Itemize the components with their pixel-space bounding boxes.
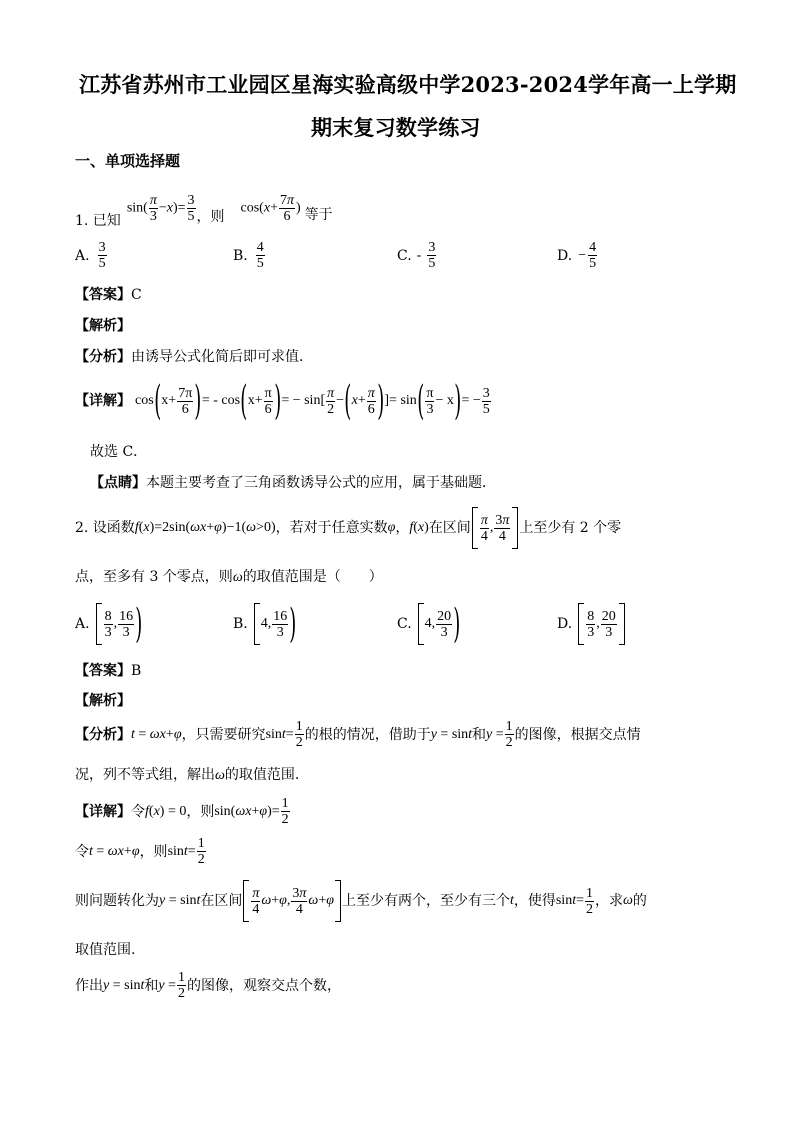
detail-ling: 令 [131,803,145,820]
answer-value: B [131,663,142,679]
document-title-line1: 江苏省苏州市工业园区星海实验高级中学2023-2024学年高一上学期 [79,72,737,97]
transform-e: ，求 [595,893,623,909]
line-ling-t: 令 [75,843,89,860]
option-letter: A. [75,616,90,632]
fenxi-text-c: 和 [472,726,487,743]
answer-label: 【答案】 [75,663,131,679]
comment-text: 本题主要考查了三角函数诱导公式的应用，属于基础题． [146,475,496,491]
option-letter: B. [233,616,248,632]
section-heading: 一、单项选择题 [75,152,181,170]
fenxi-text: 由诱导公式化简后即可求值． [131,349,313,365]
option-value: $\frac{4}{5}$ [589,240,597,271]
q1-equals: 等于 [304,207,333,223]
q2-detail-line4: 作出 y = sint 和 y = $\frac{1}{2}$ 的图像，观察交点个数， [75,970,341,1001]
detail-label: 【详解】 [75,803,131,820]
transform-b: 在区间 [200,893,243,909]
q2-detail-line3: 则问题转化为 y = sint 在区间 $\frac{\pi}{4}$ ω +φ, $\frac{3\pi}{4}$ ω+φ 上至少有两个，至少有三个 t ，使得 sint= $\frac{1}{2}$ ，求 ω 的 [75,880,647,922]
option-value: $\frac{3}{5}$ [98,240,106,271]
q1-given-formula: sin( $\frac{\pi}{3}$ −x)= $\frac{3}{5}$ [126,192,195,224]
q2-detail-line1: 【详解】 令 f(x) = 0 ，则 sin(ωx+φ)= $\frac{1}{2}$ [75,796,289,827]
q1-then: ，则 [196,209,225,225]
draw-b: 和 [144,977,159,994]
q2-option-c: C. 4, $\frac{20}{3}$ ) [397,601,461,647]
transform-f: 的 [632,893,647,909]
q1-detail: 【详解】 cos ( x+ $\frac{7\pi}{6}$ ) = - cos ( x+ $\frac{\pi}{6}$ ) = − sin[ $\frac{\pi}{2}$ − ( x + $\frac{\pi}{6}$ ) ]= sin ( $\frac{\pi}{3}$ − x ) = − $\frac{3}{5}$ [75,378,490,424]
q2-answer [75,661,141,681]
q1-target-formula: cos(x+ $\frac{7\pi}{6}$ ) [240,192,301,224]
q1-option-b [233,240,266,271]
option-value: $\frac{3}{5}$ [428,240,436,271]
fenxi-text-d: 的图像，根据交点情 [514,726,641,743]
q1-number: 1. 已知 [75,213,121,229]
q2-number: 2. 设函数 [75,520,135,536]
question-1-stem [75,185,333,231]
q2-fenxi-line2: 况，列不等式组，解出ω的取值范围. [75,767,300,783]
q1-option-d: D. − $\frac{4}{5}$ [557,240,597,271]
q2-stem-line2: 点，至多有 3 个零点，则ω的取值范围是（ ） [75,569,383,585]
q2-text-c: 在区间 [428,520,471,536]
q2-detail-line3b: 取值范围. [75,942,136,958]
detail-then: ，则 [186,803,215,820]
option-letter: C. [397,616,412,632]
q2-text-d: 上至少有 2 个零 [519,520,622,536]
option-letter: D. [557,616,573,632]
q2-fenxi: 【分析】 t = ωx+φ ，只需要研究 sint= $\frac{1}{2}$ 的根的情况，借助于 y = sint 和 y = $\frac{1}{2}$ 的图像，根据交点情 [75,719,641,750]
fenxi-label: 【分析】 [75,726,131,743]
fenxi-line2-text: 况，列不等式组，解出 [75,767,215,783]
q1-conclusion: 故选 C． [90,444,148,460]
q2-analysis-label: 【解析】 [75,693,131,709]
q2-option-b: B. 4, $\frac{16}{3}$ ) [233,601,297,647]
draw-c: 的图像，观察交点个数， [186,977,341,994]
option-letter: C. [397,247,412,264]
q2-text-b: ，若对于任意实数 [275,520,388,536]
fenxi-label: 【分析】 [75,349,131,365]
detail-label: 【详解】 [75,393,131,409]
option-value: $\frac{4}{5}$ [256,240,264,271]
comment-label: 【点睛】 [90,475,146,491]
q1-option-a [75,240,108,271]
option-letter: A. [75,247,90,264]
q1-fenxi [75,347,313,367]
q2-detail-line2: 令 t = ωx+φ ，则 sint= $\frac{1}{2}$ [75,836,205,867]
option-letter: B. [233,247,248,264]
q2-function-formula: f(x)=2sin(ωx+φ)−1(ω>0) [134,520,276,535]
q1-option-c: C. - $\frac{3}{5}$ [397,240,436,271]
transform-t: t [509,893,514,908]
transform-a: 则问题转化为 [75,893,159,909]
answer-value: C [131,287,142,303]
q2-option-a: A. $\frac{8}{3}$ , $\frac{16}{3}$ ) [75,601,143,647]
draw-a: 作出 [75,977,103,994]
q1-comment [90,473,496,493]
q2-line2-text-b: 的取值范围是（ ） [242,569,383,585]
option-letter: D. [557,247,573,264]
transform-d: ，使得 [513,893,556,909]
q2-option-d: D. $\frac{8}{3}$ , $\frac{20}{3}$ [557,603,626,645]
question-2-stem: 2. 设函数 f(x)=2sin(ωx+φ)−1(ω>0) ，若对于任意实数 φ ， f(x) 在区间 $\frac{\pi}{4}$ , $\frac{3\pi}{4}$ 上至少有 2 个零 [75,507,621,549]
fenxi-text-b: 的根的情况，借助于 [304,726,431,743]
q2-line2-text: 点，至多有 3 个零点，则 [75,569,233,585]
line-then2: ，则 [139,843,168,860]
document-title-line2: 期末复习数学练习 [311,115,481,140]
q1-answer [75,285,142,305]
fenxi-line2-text-b: 的取值范围. [224,767,300,783]
q1-analysis-label: 【解析】 [75,318,131,334]
fenxi-text-a: ，只需要研究 [181,726,266,743]
transform-c: 上至少有两个，至少有三个 [341,893,510,909]
answer-label: 【答案】 [75,287,131,303]
